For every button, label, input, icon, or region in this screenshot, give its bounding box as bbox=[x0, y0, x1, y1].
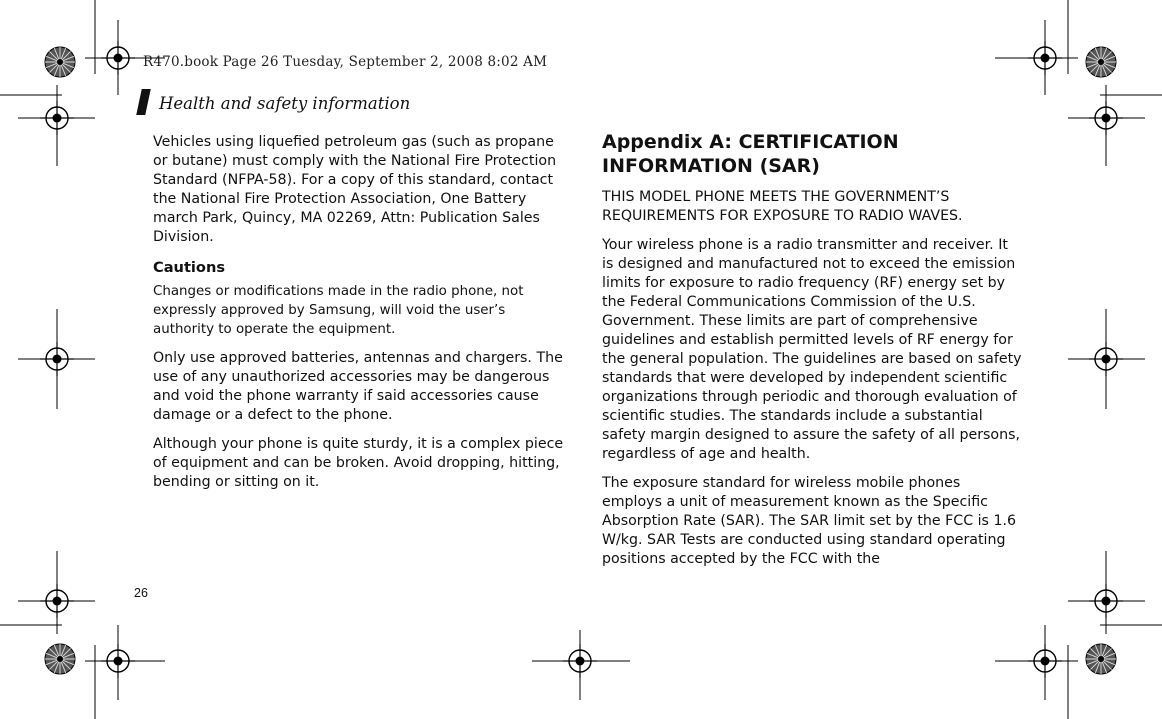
batteries-paragraph: Only use approved batteries, antennas and chargers. The use of any unauthorized accessories may be dangerous and void the phone warranty if said accessories cause damage or a defect to the phone. bbox=[153, 350, 563, 423]
model-statement: THIS MODEL PHONE MEETS THE GOVERNMENT’S REQUIREMENTS FOR EXPOSURE TO RADIO WAVES. bbox=[602, 189, 963, 224]
star-target-mark bbox=[1086, 644, 1116, 674]
star-target-mark bbox=[45, 47, 75, 77]
lpg-vehicles-paragraph: Vehicles using liquefied petroleum gas (such as propane or butane) must comply with the National Fire Protection Standard (NFPA-58). For a copy of this standard, contact the National Fire Protection Association, One Battery march Park, Quincy, MA 02269, Attn: Publication Sales Division. bbox=[153, 134, 557, 245]
exposure-standard-paragraph: The exposure standard for wireless mobile phones employs a unit of measurement known as the Specific Absorption Rate (SAR). The SAR limit set by the FCC is 1.6 W/kg. SAR Tests are conducted using standard operating positions accepted by the FCC with the bbox=[602, 475, 1017, 567]
star-target-mark bbox=[1086, 47, 1116, 77]
right-column bbox=[602, 130, 1022, 579]
cautions-paragraph: Changes or modifications made in the radio phone, not expressly approved by Samsung, will void the user’s authority to operate the equipment. bbox=[153, 284, 524, 337]
section-title: Health and safety information bbox=[159, 94, 411, 113]
print-header-line: R470.book Page 26 Tuesday, September 2, 2008 8:02 AM bbox=[143, 54, 548, 70]
appendix-title: Appendix A: CERTIFICATION INFORMATION (SAR) bbox=[602, 131, 899, 177]
wireless-phone-paragraph: Your wireless phone is a radio transmitter and receiver. It is designed and manufactured not to exceed the emission limits for exposure to radio frequency (RF) energy set by the Federal Communications Commission of the U.S. Government. These limits are part of comprehensive guidelines and establish permitted levels of RF energy for the general population. The guidelines are based on safety standards that were developed by independent scientific organizations through periodic and thorough evaluation of scientific studies. The standards include a substantial safety margin designed to assure the safety of all persons, regardless of age and health. bbox=[602, 237, 1022, 462]
sturdy-paragraph: Although your phone is quite sturdy, it is a complex piece of equipment and can be broken. Avoid dropping, hitting, bending or sitting on it. bbox=[153, 436, 564, 490]
page-number: 26 bbox=[134, 586, 148, 600]
star-target-mark bbox=[45, 644, 75, 674]
cautions-heading: Cautions bbox=[153, 259, 226, 276]
left-column bbox=[153, 133, 568, 502]
